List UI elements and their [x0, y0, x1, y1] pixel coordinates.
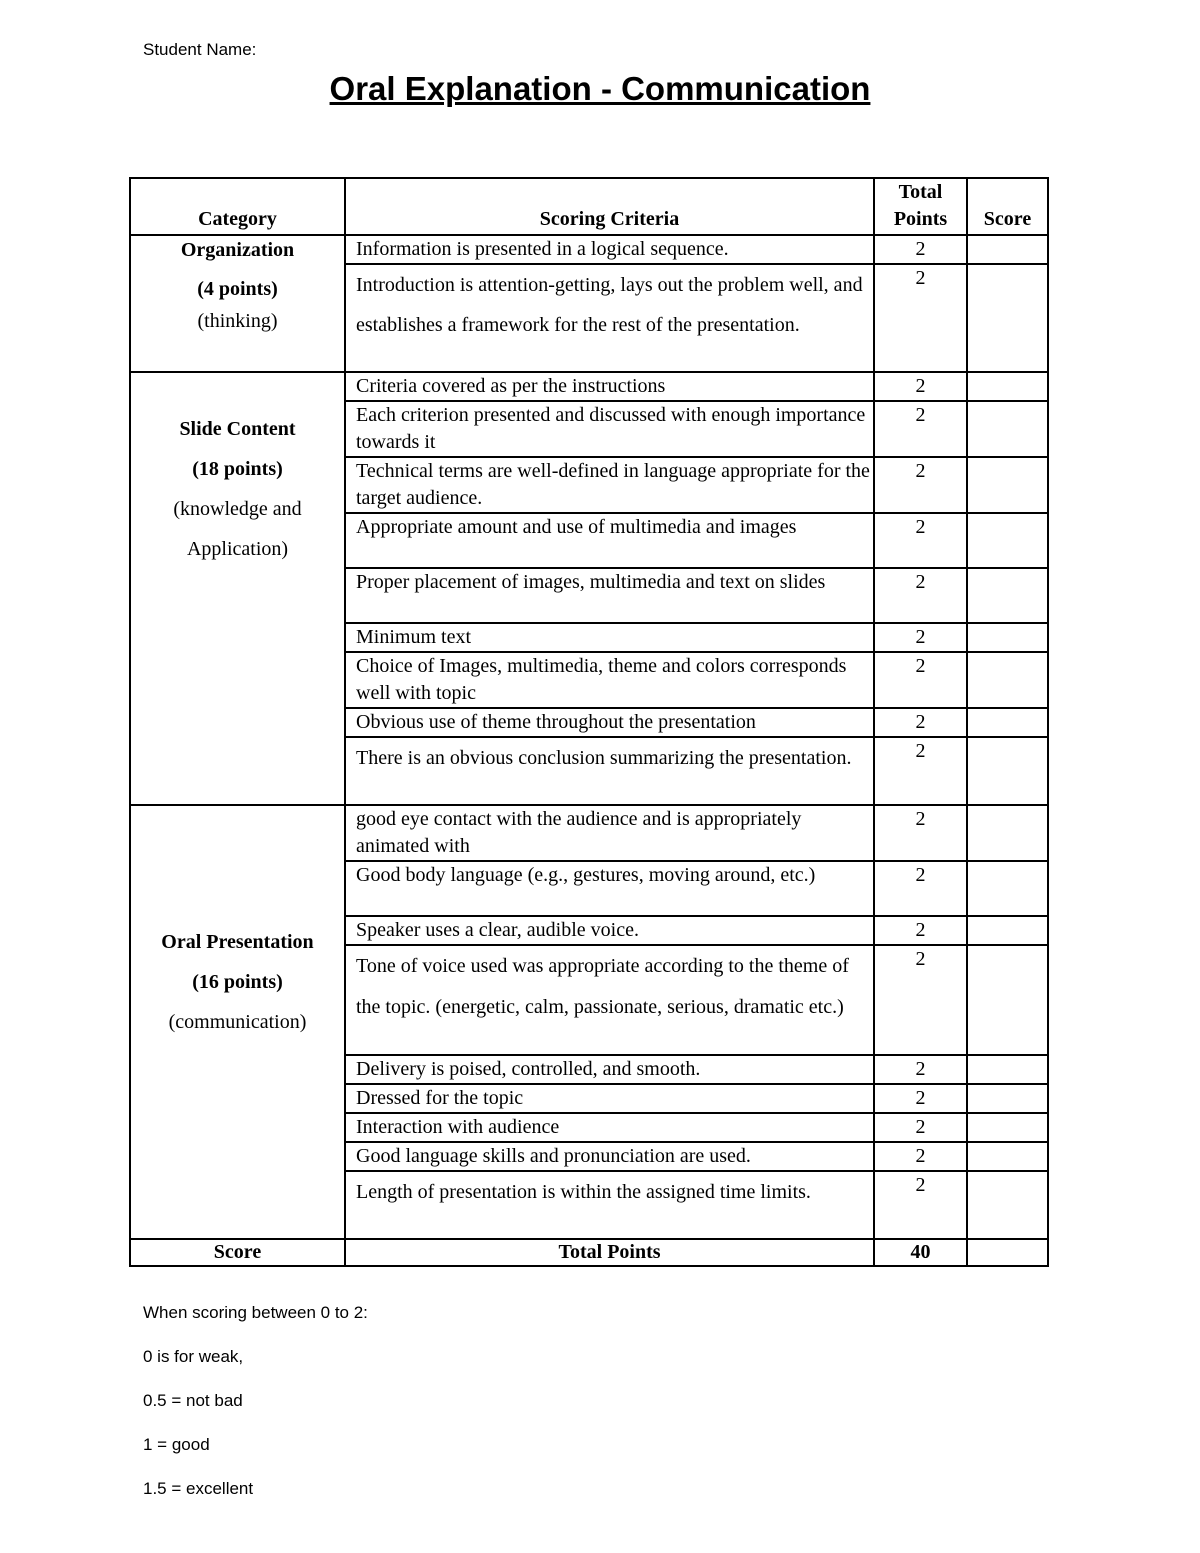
criterion-cell: Technical terms are well-defined in language appropriate for the target audience. — [345, 457, 874, 513]
score-cell[interactable] — [967, 457, 1048, 513]
points-cell: 2 — [874, 457, 967, 513]
score-cell[interactable] — [967, 372, 1048, 401]
score-cell[interactable] — [967, 916, 1048, 945]
criterion-cell: Information is presented in a logical sequence. — [345, 235, 874, 264]
points-cell: 2 — [874, 1142, 967, 1171]
criterion-cell: Proper placement of images, multimedia and text on slides — [345, 568, 874, 623]
score-cell[interactable] — [967, 623, 1048, 652]
category-skill-line1: (knowledge and — [173, 498, 302, 520]
score-cell[interactable] — [967, 1113, 1048, 1142]
score-cell[interactable] — [967, 235, 1048, 264]
rubric-table — [129, 177, 1049, 1267]
points-cell: 2 — [874, 568, 967, 623]
points-cell: 2 — [874, 652, 967, 708]
criterion-cell: Speaker uses a clear, audible voice. — [345, 916, 874, 945]
criterion-cell: Introduction is attention-getting, lays out the problem well, and establishes a framework for the rest of the presentation. — [345, 264, 874, 372]
score-cell[interactable] — [967, 708, 1048, 737]
category-organization — [130, 235, 345, 372]
score-cell[interactable] — [967, 513, 1048, 568]
points-cell: 2 — [874, 708, 967, 737]
column-header-category: Category — [130, 178, 345, 235]
legend-intro: When scoring between 0 to 2: — [143, 1303, 368, 1322]
legend-item: 1.5 = excellent — [143, 1479, 254, 1498]
category-slide-content — [130, 372, 345, 805]
footer-total-value: 40 — [874, 1239, 967, 1266]
category-points: (18 points) — [192, 458, 283, 480]
criterion-cell: Each criterion presented and discussed with enough importance towards it — [345, 401, 874, 457]
legend-item: 0 is for weak, — [143, 1347, 244, 1366]
score-cell[interactable] — [967, 652, 1048, 708]
points-cell: 2 — [874, 235, 967, 264]
legend-item: 1 = good — [143, 1435, 210, 1454]
score-cell[interactable] — [967, 1055, 1048, 1084]
points-cell: 2 — [874, 916, 967, 945]
category-name: Slide Content — [179, 418, 296, 440]
category-points: (16 points) — [192, 971, 283, 993]
score-cell[interactable] — [967, 264, 1048, 372]
table-header-row — [130, 178, 1048, 235]
category-points: (4 points) — [197, 278, 278, 300]
column-header-total-points-line2: Points — [893, 208, 948, 230]
points-cell: 2 — [874, 805, 967, 861]
criterion-cell: Interaction with audience — [345, 1113, 874, 1142]
score-cell[interactable] — [967, 861, 1048, 916]
points-cell: 2 — [874, 401, 967, 457]
footer-score-label: Score — [130, 1239, 345, 1266]
criterion-cell: Delivery is poised, controlled, and smooth. — [345, 1055, 874, 1084]
legend-item: 0.5 = not bad — [143, 1391, 243, 1410]
scoring-legend — [143, 1302, 368, 1522]
category-name: Oral Presentation — [161, 931, 314, 953]
category-skill: (communication) — [168, 1011, 307, 1033]
score-cell[interactable] — [967, 1084, 1048, 1113]
points-cell: 2 — [874, 1171, 967, 1239]
score-cell[interactable] — [967, 1142, 1048, 1171]
points-cell: 2 — [874, 1113, 967, 1142]
criterion-cell: good eye contact with the audience and is appropriately animated with — [345, 805, 874, 861]
category-skill-line2: Application) — [186, 538, 289, 560]
column-header-criteria: Scoring Criteria — [345, 178, 874, 235]
points-cell: 2 — [874, 264, 967, 372]
criterion-cell: Choice of Images, multimedia, theme and colors corresponds well with topic — [345, 652, 874, 708]
score-cell[interactable] — [967, 805, 1048, 861]
score-cell[interactable] — [967, 1171, 1048, 1239]
column-header-score: Score — [967, 178, 1048, 235]
table-row — [130, 372, 1048, 401]
points-cell: 2 — [874, 861, 967, 916]
points-cell: 2 — [874, 372, 967, 401]
footer-total-label: Total Points — [345, 1239, 874, 1266]
criterion-cell: Tone of voice used was appropriate according to the theme of the topic. (energetic, calm, passionate, serious, dramatic etc.) — [345, 945, 874, 1055]
points-cell: 2 — [874, 945, 967, 1055]
table-row — [130, 235, 1048, 264]
criterion-cell: Length of presentation is within the assigned time limits. — [345, 1171, 874, 1239]
category-oral-presentation — [130, 805, 345, 1239]
score-cell[interactable] — [967, 568, 1048, 623]
points-cell: 2 — [874, 1084, 967, 1113]
criterion-cell: Obvious use of theme throughout the presentation — [345, 708, 874, 737]
points-cell: 2 — [874, 737, 967, 805]
criterion-cell: Good body language (e.g., gestures, moving around, etc.) — [345, 861, 874, 916]
score-cell[interactable] — [967, 737, 1048, 805]
category-skill: (thinking) — [197, 310, 278, 332]
criterion-cell: Appropriate amount and use of multimedia and images — [345, 513, 874, 568]
criterion-cell: Dressed for the topic — [345, 1084, 874, 1113]
points-cell: 2 — [874, 513, 967, 568]
column-header-total-points-line1: Total — [898, 181, 943, 203]
criterion-cell: There is an obvious conclusion summarizing the presentation. — [345, 737, 874, 805]
page-title: Oral Explanation - Communication — [329, 70, 871, 107]
score-cell[interactable] — [967, 945, 1048, 1055]
column-header-total-points — [874, 178, 967, 235]
total-row — [130, 1239, 1048, 1266]
points-cell: 2 — [874, 623, 967, 652]
criterion-cell: Criteria covered as per the instructions — [345, 372, 874, 401]
points-cell: 2 — [874, 1055, 967, 1084]
score-cell[interactable] — [967, 401, 1048, 457]
table-row — [130, 805, 1048, 861]
criterion-cell: Minimum text — [345, 623, 874, 652]
criterion-cell: Good language skills and pronunciation are used. — [345, 1142, 874, 1171]
category-name: Organization — [180, 239, 295, 261]
student-name-label: Student Name: — [143, 40, 257, 59]
footer-score-cell[interactable] — [967, 1239, 1048, 1266]
